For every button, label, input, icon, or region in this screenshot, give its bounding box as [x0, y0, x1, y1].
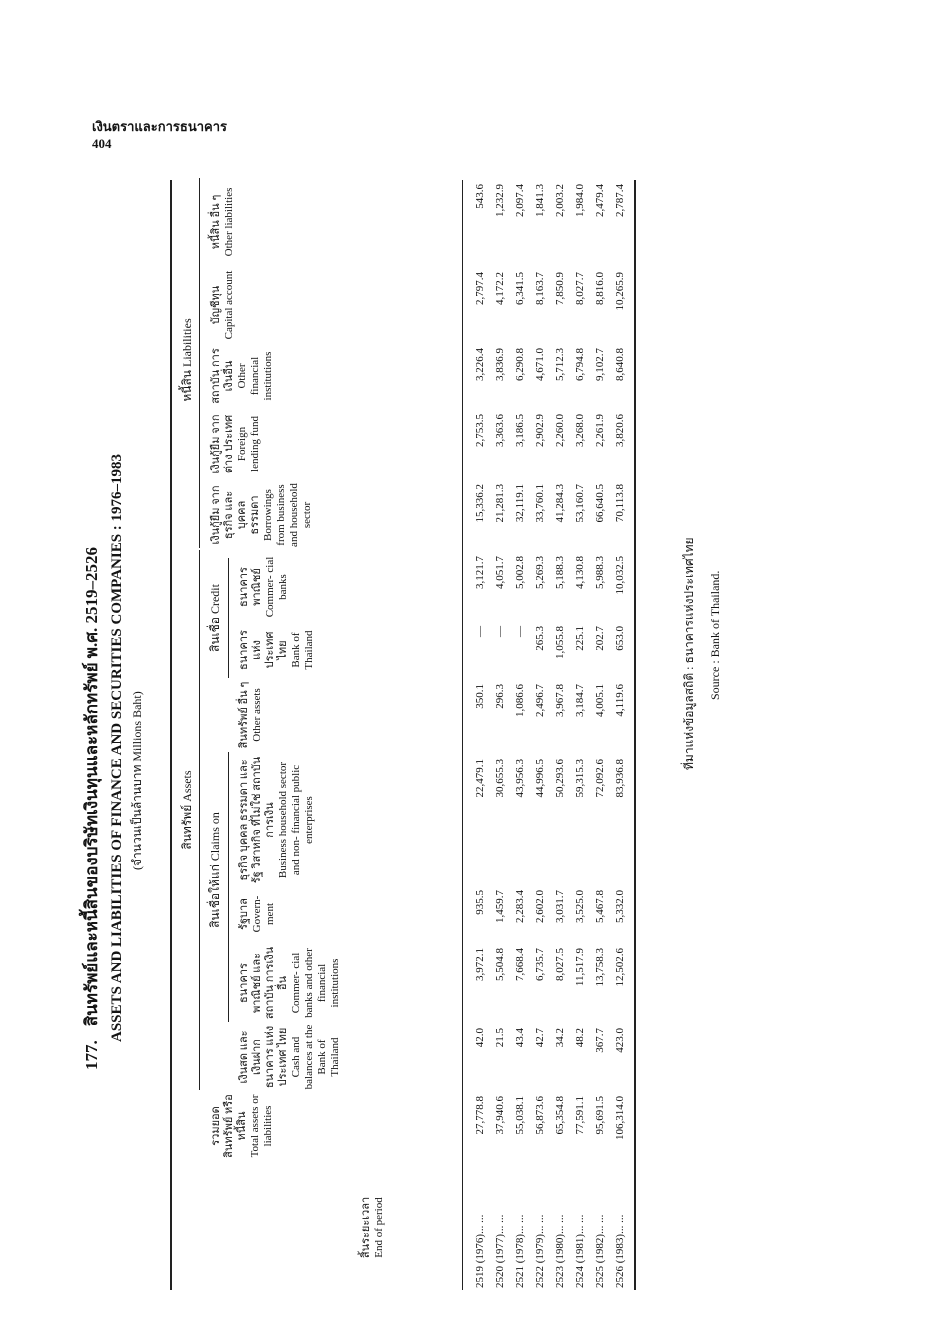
table-cell: 5,188.3 — [554, 556, 566, 589]
column-header-en: Commer- cial banks — [264, 556, 289, 618]
table-cell: 2,797.4 — [474, 272, 486, 305]
row-period: 2526 (1983)... ... — [614, 1214, 626, 1288]
table-cell: 5,712.3 — [554, 348, 566, 381]
table-cell: 4,051.7 — [494, 556, 506, 589]
table-cell: 83,936.8 — [614, 759, 626, 798]
column-header-4 — [238, 886, 277, 942]
column-header-en: Business household sector and non- financial public enterprises — [277, 761, 315, 879]
column-header-en: Capital account — [223, 270, 235, 340]
column-header-6 — [238, 680, 264, 750]
table-cell: 48.2 — [574, 1028, 586, 1048]
row-period: 2521 (1978)... ... — [514, 1214, 526, 1288]
table-cell: 5,467.8 — [594, 890, 606, 923]
table-cell: 3,836.9 — [494, 348, 506, 381]
row-period: 2519 (1976)... ... — [474, 1214, 486, 1288]
table-cell: 12,502.6 — [614, 948, 626, 987]
row-period: 2523 (1980)... ... — [554, 1214, 566, 1288]
column-header-en: Borrowings from business and household sector — [262, 483, 313, 547]
column-header-en: Other financial institutions — [236, 351, 274, 401]
table-cell: 2,261.9 — [594, 414, 606, 447]
table-cell: 1,086.6 — [514, 684, 526, 717]
table-cell: 5,269.3 — [534, 556, 546, 589]
table-title-en: ASSETS AND LIABILITIES OF FINANCE AND SECURITIES COMPANIES : 1976–1983 — [109, 453, 125, 1042]
table-cell: 3,186.5 — [514, 414, 526, 447]
table-cell: 5,988.3 — [594, 556, 606, 589]
table-cell: 935.5 — [474, 890, 486, 915]
table-cell: 15,336.2 — [474, 484, 486, 523]
table-cell: 8,640.8 — [614, 348, 626, 381]
table-cell: 225.1 — [574, 626, 586, 651]
column-header-10 — [210, 410, 262, 478]
table-cell: 2,602.0 — [534, 890, 546, 923]
table-cell: 6,290.8 — [514, 348, 526, 381]
table-cell: 653.0 — [614, 626, 626, 651]
column-header-5 — [238, 755, 316, 885]
table-cell: 8,163.7 — [534, 272, 546, 305]
table-cell: 2,902.9 — [534, 414, 546, 447]
table-cell: 3,268.0 — [574, 414, 586, 447]
table-cell: 2,787.4 — [614, 184, 626, 217]
table-cell: 34.2 — [554, 1028, 566, 1048]
table-cell: 9,102.7 — [594, 348, 606, 381]
table-cell: 95,691.5 — [594, 1096, 606, 1135]
column-header-en: Other liabilities — [223, 187, 235, 257]
table-cell: 2,097.4 — [514, 184, 526, 217]
liabilities-group-rule — [199, 178, 200, 548]
table-cell: 3,226.4 — [474, 348, 486, 381]
table-cell: 37,940.6 — [494, 1096, 506, 1135]
column-header-2 — [238, 1024, 342, 1090]
running-head-title: เงินตราและการธนาคาร — [92, 119, 227, 134]
column-header-th: ธนาคาร แห่ง ประเทศ ไทย — [238, 630, 289, 670]
source-note-en: Source : Bank of Thailand. — [708, 570, 722, 700]
table-cell: 3,184.7 — [574, 684, 586, 717]
table-cell: 4,172.2 — [494, 272, 506, 305]
table-cell: 43.4 — [514, 1028, 526, 1048]
table-cell: 43,956.3 — [514, 759, 526, 798]
table-cell: 13,758.3 — [594, 948, 606, 987]
table-cell: 4,119.6 — [614, 684, 626, 717]
column-header-th: สินทรัพย์ อื่น ๆ — [238, 681, 250, 749]
table-cell: 6,341.5 — [514, 272, 526, 305]
table-cell: 3,525.0 — [574, 890, 586, 923]
table-cell: 55,038.1 — [514, 1096, 526, 1135]
table-cell: 1,055.8 — [554, 626, 566, 659]
table-cell: 265.3 — [534, 626, 546, 651]
table-title-block — [78, 170, 147, 1070]
column-header-th: หนี้สิน อื่น ๆ — [210, 194, 222, 250]
credit-group-heading: สินเชื่อ Credit — [208, 584, 222, 652]
table-cell: 423.0 — [614, 1028, 626, 1053]
table-cell: 21.5 — [494, 1028, 506, 1048]
table-cell: 70,113.8 — [614, 484, 626, 523]
column-header-3 — [238, 944, 342, 1022]
table-cell: 2,283.4 — [514, 890, 526, 923]
liabilities-group-heading: หนี้สิน Liabilities — [180, 318, 194, 402]
table-cell: 7,668.4 — [514, 948, 526, 981]
table-cell: 59,315.3 — [574, 759, 586, 798]
table-cell: 4,130.8 — [574, 556, 586, 589]
table-cell: 56,873.6 — [534, 1096, 546, 1135]
table-cell: 2,260.0 — [554, 414, 566, 447]
table-cell: 53,160.7 — [574, 484, 586, 523]
column-header-8 — [238, 552, 290, 622]
top-rule — [170, 180, 172, 1290]
row-period: 2522 (1979)... ... — [534, 1214, 546, 1288]
column-header-th: เงินกู้ยืม จากต่าง ประเทศ — [210, 414, 235, 474]
table-cell: 543.6 — [474, 184, 486, 209]
table-cell: 3,031.7 — [554, 890, 566, 923]
table-cell: 106,314.0 — [614, 1096, 626, 1140]
table-unit: (จำนวนเป็นล้านบาท Millions Baht) — [130, 691, 144, 870]
table-cell: 3,121.7 — [474, 556, 486, 589]
table-cell: 296.3 — [494, 684, 506, 709]
table-cell: 350.1 — [474, 684, 486, 709]
table-cell: 66,640.5 — [594, 484, 606, 523]
table-cell: 65,354.8 — [554, 1096, 566, 1135]
bottom-rule — [634, 180, 636, 1290]
column-header-th: ธุรกิจ บุคคล ธรรมดา และรัฐ วิสาหกิจ ที่ไม่ใช่ สถาบัน การเงิน — [238, 756, 276, 884]
table-cell: 3,967.8 — [554, 684, 566, 717]
credit-group-rule — [228, 558, 229, 678]
table-cell: 6,735.7 — [534, 948, 546, 981]
column-header-13 — [210, 180, 236, 264]
table-cell: 3,820.6 — [614, 414, 626, 447]
column-header-th: รวมยอดสินทรัพย์ หรือ หนี้สิน — [210, 1094, 248, 1158]
table-cell: 42.0 — [474, 1028, 486, 1048]
table-cell: 44,996.5 — [534, 759, 546, 798]
column-header-11 — [210, 344, 275, 408]
table-cell: 6,794.8 — [574, 348, 586, 381]
table-cell: 41,284.3 — [554, 484, 566, 523]
table-cell: 21,281.3 — [494, 484, 506, 523]
table-cell: 1,984.0 — [574, 184, 586, 217]
column-header-th: เงินสด และ เงินฝาก ธนาคาร แห่ง ประเทศ ไทย — [238, 1025, 289, 1089]
column-header-1 — [210, 1092, 275, 1160]
table-cell: 4,005.1 — [594, 684, 606, 717]
table-cell: 367.7 — [594, 1028, 606, 1053]
column-header-en: Commer- cial banks and other financial institutions — [290, 948, 341, 1018]
column-header-en: Cash and balances at the Bank of Thailand — [290, 1024, 341, 1090]
table-cell: 2,479.4 — [594, 184, 606, 217]
table-cell: 10,265.9 — [614, 272, 626, 311]
column-header-th: ธนาคาร พาณิชย์ — [238, 567, 263, 607]
table-cell: 33,760.1 — [534, 484, 546, 523]
table-cell: 22,479.1 — [474, 759, 486, 798]
table-cell: 8,027.7 — [574, 272, 586, 305]
column-header-en: Foreign lending fund — [236, 416, 261, 472]
assets-group-heading: สินทรัพย์ Assets — [180, 770, 194, 850]
table-cell: 8,816.0 — [594, 272, 606, 305]
table-cell: 3,363.6 — [494, 414, 506, 447]
table-cell: 7,850.9 — [554, 272, 566, 305]
column-header-th: สถาบัน การเงินอื่น — [210, 348, 235, 404]
claims-on-group-heading: สินเชื่อให้แก่ Claims on — [208, 812, 222, 928]
table-cell: 27,778.8 — [474, 1096, 486, 1135]
table-cell: 1,232.9 — [494, 184, 506, 217]
rotated-table-page — [60, 40, 830, 1290]
table-cell: — — [514, 626, 526, 637]
table-cell: 5,332.0 — [614, 890, 626, 923]
table-cell: 1,459.7 — [494, 890, 506, 923]
claims-group-rule — [228, 752, 229, 1022]
column-header-0 — [360, 1165, 386, 1290]
table-cell: 1,841.3 — [534, 184, 546, 217]
table-cell: 50,293.6 — [554, 759, 566, 798]
table-cell: 11,517.9 — [574, 948, 586, 987]
table-cell: 5,002.8 — [514, 556, 526, 589]
column-header-en: Total assets or liabilities — [249, 1094, 274, 1158]
table-cell: 30,655.3 — [494, 759, 506, 798]
table-cell: — — [474, 626, 486, 637]
column-header-en: Other assets — [251, 688, 263, 742]
table-cell: 32,119.1 — [514, 484, 526, 523]
row-period: 2524 (1981)... ... — [574, 1214, 586, 1288]
table-cell: 77,591.1 — [574, 1096, 586, 1135]
column-header-th: บัญชีทุน — [210, 285, 222, 325]
table-cell: 2,003.2 — [554, 184, 566, 217]
column-header-en: Bank of Thailand — [290, 630, 315, 670]
table-cell: 3,972.1 — [474, 948, 486, 981]
column-header-en: Govern- ment — [251, 895, 276, 933]
column-header-en: End of period — [373, 1197, 385, 1258]
header-bottom-rule — [462, 180, 463, 1290]
column-header-7 — [238, 622, 316, 678]
column-header-th: สิ้นระยะเวลา — [360, 1196, 372, 1259]
row-period: 2520 (1977)... ... — [494, 1214, 506, 1288]
table-number: 177. — [82, 1040, 101, 1070]
column-header-th: เงินกู้ยืม จากธุรกิจ และบุคคล ธรรมดา — [210, 485, 261, 545]
column-header-th: ธนาคาร พาณิชย์ และ สถาบัน การเงิน อื่น — [238, 946, 289, 1020]
table-title-thai: สินทรัพย์และหนี้สินของบริษัทเงินทุนและหลักทรัพย์ พ.ศ. 2519–2526 — [82, 546, 101, 1027]
column-header-th: รัฐบาล — [238, 898, 250, 930]
table-cell: 4,671.0 — [534, 348, 546, 381]
table-title-th — [78, 170, 105, 1070]
page-number: 404 — [92, 136, 112, 151]
table-cell: 5,504.8 — [494, 948, 506, 981]
column-header-12 — [210, 268, 236, 342]
row-period: 2525 (1982)... ... — [594, 1214, 606, 1288]
table-cell: 202.7 — [594, 626, 606, 651]
table-cell: 2,496.7 — [534, 684, 546, 717]
table-cell: 42.7 — [534, 1028, 546, 1048]
table-cell: 8,027.5 — [554, 948, 566, 981]
assets-group-rule — [199, 550, 200, 1090]
table-cell: 2,753.5 — [474, 414, 486, 447]
table-cell: — — [494, 626, 506, 637]
column-header-9 — [210, 480, 314, 550]
table-cell: 10,032.5 — [614, 556, 626, 595]
source-note-th: ที่มาแห่งข้อมูลสถิติ : ธนาคารแห่งประเทศไทย — [682, 537, 696, 770]
table-cell: 72,092.6 — [594, 759, 606, 798]
